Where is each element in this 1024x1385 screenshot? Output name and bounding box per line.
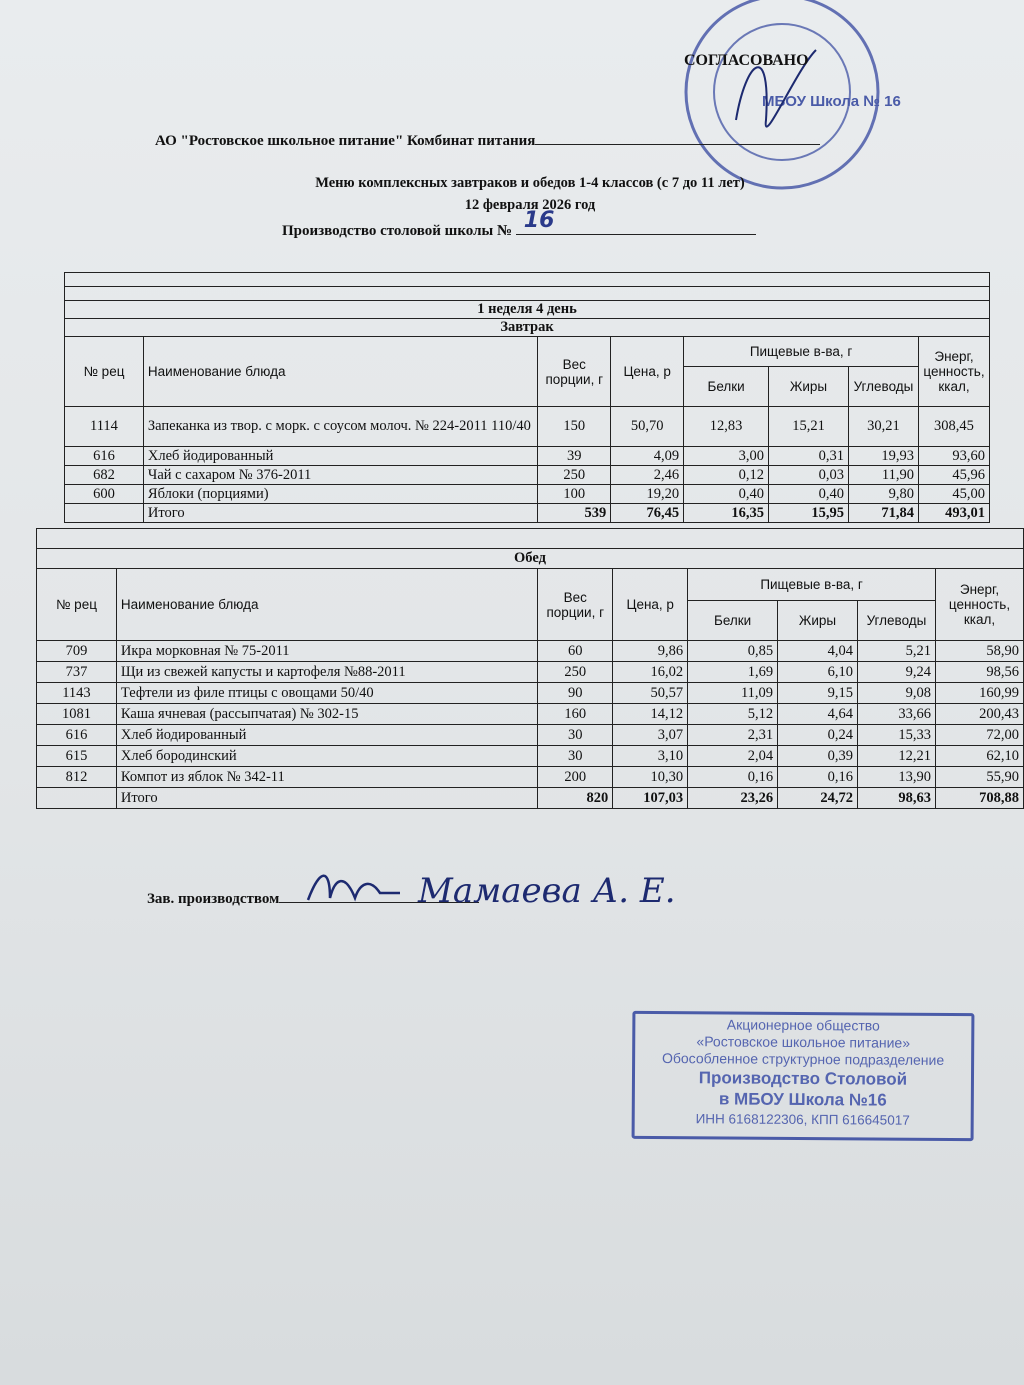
table-row — [37, 746, 1024, 767]
cell-carbs: 9,24 — [857, 662, 935, 683]
cell-weight: 39 — [538, 447, 611, 466]
total-price: 107,03 — [613, 788, 688, 809]
cell-carbs: 9,08 — [857, 683, 935, 704]
cell-weight: 250 — [538, 466, 611, 485]
total-energy: 493,01 — [918, 504, 989, 523]
cell-protein: 0,12 — [684, 466, 769, 485]
table-row — [37, 683, 1024, 704]
cell-price: 16,02 — [613, 662, 688, 683]
cell-weight: 30 — [538, 725, 613, 746]
lunch-table — [36, 528, 1024, 809]
organization-stamp — [632, 1011, 975, 1141]
total-fat: 15,95 — [769, 504, 849, 523]
cell-empty — [37, 788, 117, 809]
cell-rec: 600 — [65, 485, 144, 504]
approved-label: СОГЛАСОВАНО — [684, 52, 809, 69]
cell-rec: 616 — [37, 725, 117, 746]
cell-fat: 6,10 — [778, 662, 858, 683]
cell-energy: 200,43 — [935, 704, 1023, 725]
cell-rec: 1081 — [37, 704, 117, 725]
table-row — [37, 767, 1024, 788]
col-nutrients: Пищевые в-ва, г — [684, 337, 919, 367]
col-carbs: Углеводы — [857, 601, 935, 641]
cell-protein: 3,00 — [684, 447, 769, 466]
total-weight: 820 — [538, 788, 613, 809]
cell-energy: 58,90 — [935, 641, 1023, 662]
cell-rec: 615 — [37, 746, 117, 767]
total-protein: 16,35 — [684, 504, 769, 523]
total-protein: 23,26 — [688, 788, 778, 809]
cell-price: 50,70 — [611, 407, 684, 447]
week-day-label: 1 неделя 4 день — [65, 301, 990, 319]
cell-fat: 0,39 — [778, 746, 858, 767]
col-rec: № рец — [37, 569, 117, 641]
col-fat: Жиры — [778, 601, 858, 641]
total-label: Итого — [143, 504, 537, 523]
col-price: Цена, р — [613, 569, 688, 641]
cell-protein: 5,12 — [688, 704, 778, 725]
stamp-line-1: Акционерное общество — [726, 1016, 880, 1034]
stamp-line-2: «Ростовское школьное питание» — [696, 1033, 911, 1051]
cell-carbs: 9,80 — [848, 485, 918, 504]
cell-energy: 98,56 — [935, 662, 1023, 683]
cell-carbs: 13,90 — [857, 767, 935, 788]
cell-carbs: 33,66 — [857, 704, 935, 725]
cell-weight: 90 — [538, 683, 613, 704]
cell-fat: 0,40 — [769, 485, 849, 504]
col-energy: Энерг, ценность, ккал, — [918, 337, 989, 407]
cell-protein: 11,09 — [688, 683, 778, 704]
school-number-handwritten: 16 — [523, 208, 555, 233]
stamp-line-4: Производство Столовой — [698, 1068, 908, 1089]
total-row — [65, 504, 990, 523]
cell-energy: 62,10 — [935, 746, 1023, 767]
col-energy: Энерг, ценность, ккал, — [935, 569, 1023, 641]
production-label: Производство столовой школы № — [282, 223, 513, 239]
cell-rec: 1143 — [37, 683, 117, 704]
cell-price: 2,46 — [611, 466, 684, 485]
cell-protein: 2,04 — [688, 746, 778, 767]
total-energy: 708,88 — [935, 788, 1023, 809]
menu-title: Меню комплексных завтраков и обедов 1-4 классов (с 7 до 11 лет) — [315, 175, 745, 191]
cell-carbs: 5,21 — [857, 641, 935, 662]
cell-fat: 0,31 — [769, 447, 849, 466]
table-row — [37, 725, 1024, 746]
total-carbs: 71,84 — [848, 504, 918, 523]
cell-price: 3,10 — [613, 746, 688, 767]
table-row — [65, 447, 990, 466]
table-row — [37, 704, 1024, 725]
cell-name: Чай с сахаром № 376-2011 — [143, 466, 537, 485]
cell-protein: 0,40 — [684, 485, 769, 504]
cell-carbs: 19,93 — [848, 447, 918, 466]
col-carbs: Углеводы — [848, 367, 918, 407]
table-row — [37, 641, 1024, 662]
production-line — [282, 208, 756, 240]
total-weight: 539 — [538, 504, 611, 523]
cell-price: 9,86 — [613, 641, 688, 662]
cell-name: Яблоки (порциями) — [143, 485, 537, 504]
breakfast-section-title: Завтрак — [65, 319, 990, 337]
table-row — [65, 466, 990, 485]
cell-name: Хлеб бородинский — [116, 746, 537, 767]
col-fat: Жиры — [769, 367, 849, 407]
approval-seal — [676, 0, 901, 200]
cell-energy: 45,96 — [918, 466, 989, 485]
col-name: Наименование блюда — [143, 337, 537, 407]
col-nutrients: Пищевые в-ва, г — [688, 569, 936, 601]
cell-weight: 160 — [538, 704, 613, 725]
cell-rec: 737 — [37, 662, 117, 683]
total-label: Итого — [116, 788, 537, 809]
breakfast-table — [64, 272, 990, 523]
table-row — [37, 662, 1024, 683]
stamp-line-3: Обособленное структурное подразделение — [661, 1050, 945, 1068]
cell-weight: 100 — [538, 485, 611, 504]
cell-protein: 12,83 — [684, 407, 769, 447]
col-price: Цена, р — [611, 337, 684, 407]
cell-empty — [65, 504, 144, 523]
cell-name: Тефтели из филе птицы с овощами 50/40 — [116, 683, 537, 704]
cell-weight: 60 — [538, 641, 613, 662]
cell-fat: 0,03 — [769, 466, 849, 485]
cell-fat: 9,15 — [778, 683, 858, 704]
cell-protein: 1,69 — [688, 662, 778, 683]
cell-weight: 150 — [538, 407, 611, 447]
table-row — [65, 485, 990, 504]
table-spacer — [65, 287, 990, 301]
cell-energy: 72,00 — [935, 725, 1023, 746]
col-weight: Вес порции, г — [538, 337, 611, 407]
cell-carbs: 30,21 — [848, 407, 918, 447]
organization-header — [155, 130, 820, 150]
total-price: 76,45 — [611, 504, 684, 523]
cell-energy: 93,60 — [918, 447, 989, 466]
cell-name: Хлеб йодированный — [143, 447, 537, 466]
cell-rec: 682 — [65, 466, 144, 485]
cell-rec: 616 — [65, 447, 144, 466]
cell-protein: 0,85 — [688, 641, 778, 662]
stamp-line-5: в МБОУ Школа №16 — [718, 1089, 887, 1110]
menu-date: 12 февраля 2026 год — [464, 197, 596, 213]
seal-center-text: МБОУ Школа № 16 — [762, 93, 901, 110]
cell-energy: 55,90 — [935, 767, 1023, 788]
cell-price: 19,20 — [611, 485, 684, 504]
organization-name: АО "Ростовское школьное питание" Комбинат питания — [155, 133, 536, 149]
cell-price: 4,09 — [611, 447, 684, 466]
cell-name: Запеканка из твор. с морк. с соусом молоч. № 224-2011 110/40 — [143, 407, 537, 447]
cell-rec: 709 — [37, 641, 117, 662]
cell-price: 3,07 — [613, 725, 688, 746]
table-row — [65, 407, 990, 447]
cell-carbs: 11,90 — [848, 466, 918, 485]
cell-energy: 160,99 — [935, 683, 1023, 704]
cell-price: 50,57 — [613, 683, 688, 704]
cell-fat: 0,24 — [778, 725, 858, 746]
col-rec: № рец — [65, 337, 144, 407]
signature-name: Мамаева А. Е. — [418, 871, 676, 911]
cell-name: Компот из яблок № 342-11 — [116, 767, 537, 788]
cell-fat: 4,04 — [778, 641, 858, 662]
cell-weight: 250 — [538, 662, 613, 683]
col-name: Наименование блюда — [116, 569, 537, 641]
col-weight: Вес порции, г — [538, 569, 613, 641]
col-protein: Белки — [684, 367, 769, 407]
cell-weight: 200 — [538, 767, 613, 788]
signature-label: Зав. производством — [147, 891, 280, 907]
col-protein: Белки — [688, 601, 778, 641]
total-row — [37, 788, 1024, 809]
cell-carbs: 12,21 — [857, 746, 935, 767]
cell-fat: 0,16 — [778, 767, 858, 788]
cell-weight: 30 — [538, 746, 613, 767]
cell-carbs: 15,33 — [857, 725, 935, 746]
cell-rec: 812 — [37, 767, 117, 788]
handwritten-signature — [300, 858, 720, 918]
cell-price: 14,12 — [613, 704, 688, 725]
cell-price: 10,30 — [613, 767, 688, 788]
cell-energy: 308,45 — [918, 407, 989, 447]
cell-fat: 4,64 — [778, 704, 858, 725]
lunch-section-title: Обед — [37, 549, 1024, 569]
cell-name: Щи из свежей капусты и картофеля №88-2011 — [116, 662, 537, 683]
total-fat: 24,72 — [778, 788, 858, 809]
cell-fat: 15,21 — [769, 407, 849, 447]
cell-name: Икра морковная № 75-2011 — [116, 641, 537, 662]
cell-rec: 1114 — [65, 407, 144, 447]
table-spacer — [37, 529, 1024, 549]
cell-protein: 0,16 — [688, 767, 778, 788]
table-spacer — [65, 273, 990, 287]
cell-name: Каша ячневая (рассыпчатая) № 302-15 — [116, 704, 537, 725]
cell-protein: 2,31 — [688, 725, 778, 746]
cell-energy: 45,00 — [918, 485, 989, 504]
stamp-line-6: ИНН 6168122306, КПП 616645017 — [695, 1111, 910, 1128]
cell-name: Хлеб йодированный — [116, 725, 537, 746]
total-carbs: 98,63 — [857, 788, 935, 809]
